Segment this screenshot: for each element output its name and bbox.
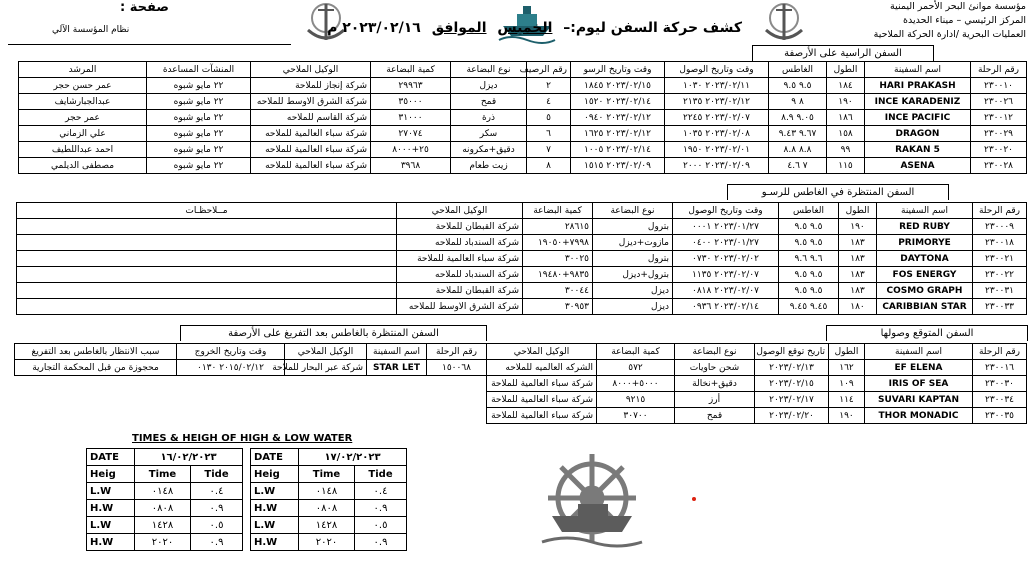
cell: ٢٣٠٠٢٢ — [973, 267, 1027, 283]
cell: ٧ — [527, 142, 571, 158]
cell: ٣٠٠٢٥ — [523, 251, 593, 267]
cell: ٢٠٢٣/٠٢/٠٨ ١٠٣٥ — [665, 126, 769, 142]
cell: ٧ ٤.٦ — [769, 158, 827, 174]
system-label: نظام المؤسسة الآلي — [52, 25, 130, 35]
cell: ٢٠٢٣/٠٢/١٤ ٠٩٣٦ — [673, 299, 779, 315]
col-arrival: وقت وتاريخ الوصول — [673, 203, 779, 219]
cell: شركة سباء العالمية للملاحة — [487, 408, 597, 424]
page-label: صفحة : — [120, 0, 169, 15]
cell: دقيق+نخالة — [675, 376, 755, 392]
col-tide: Tide — [191, 466, 243, 483]
table-row — [19, 110, 1027, 126]
table-row — [251, 500, 407, 517]
table-row — [87, 500, 243, 517]
cell-notes — [17, 267, 397, 283]
cell: ٢٣٠٠٣٥ — [973, 408, 1027, 424]
cell: شركة عبر البحار للملاحة — [285, 360, 367, 376]
col-agent: الوكيل الملاحي — [285, 344, 367, 360]
table-row — [19, 126, 1027, 142]
title-day: الخميس — [497, 20, 553, 36]
cell-notes — [17, 251, 397, 267]
cell: ٢٠٢٣/٠٢/١٥ — [755, 376, 829, 392]
col-ship: اسم السفينة — [877, 203, 973, 219]
cell: ١٨٣ — [839, 251, 877, 267]
cell: ٠٨٠٨ — [135, 500, 191, 517]
cell: ٢٣٠٠٢١ — [973, 251, 1027, 267]
expected-table — [486, 343, 1027, 424]
cell: ديزل — [593, 299, 673, 315]
col-cargo-qty: كمية البضاعة — [597, 344, 675, 360]
cell: ٠.٤ — [191, 483, 243, 500]
cell: ٢٣٠٠٢٨ — [971, 158, 1027, 174]
col-agent: الوكيل الملاحي — [397, 203, 523, 219]
col-trip: رقم الرحلة — [973, 344, 1027, 360]
col-arrival: وقت وتاريخ الوصول — [665, 62, 769, 78]
col-agent: الوكيل الملاحي — [487, 344, 597, 360]
cell: ٥٠٠٠+٨٠٠٠ — [597, 376, 675, 392]
col-heig: Heig — [251, 466, 299, 483]
cell: ٠.٩ — [355, 500, 407, 517]
table-row — [17, 235, 1027, 251]
col-tide: Tide — [355, 466, 407, 483]
col-eta: تاريخ توقع الوصول — [755, 344, 829, 360]
cell: شركة الشرق الاوسط للملاحه — [251, 94, 371, 110]
cell-ship: DRAGON — [865, 126, 971, 142]
waiting-table — [16, 202, 1027, 315]
cell: L.W — [251, 517, 299, 534]
cell-ship: RAKAN 5 — [865, 142, 971, 158]
ship-wheel-watermark-icon — [522, 446, 662, 556]
cell: ٢٠٢٣/٠٢/١٤ ١٠٠٥ — [571, 142, 665, 158]
cell-notes — [17, 299, 397, 315]
date-value: ١٧/٠٢/٢٠٢٣ — [299, 449, 407, 466]
cell-ship: HARI PRAKASH — [865, 78, 971, 94]
cell: ٢٠٢٠ — [299, 534, 355, 551]
cell: ٢٠٢٣/٠٢/٠٧ ٠٨١٨ — [673, 283, 779, 299]
col-draft: الغاطس — [779, 203, 839, 219]
cell: ١٨٤ — [827, 78, 865, 94]
cell: ٢٠٢٣/٠٢/١٥ ١٨٤٥ — [571, 78, 665, 94]
cell-ship: CARIBBIAN STAR — [877, 299, 973, 315]
cell: ٠.٩ — [355, 534, 407, 551]
table-row — [251, 517, 407, 534]
cell: ١٦٢ — [829, 360, 865, 376]
col-trip: رقم الرحلة — [427, 344, 487, 360]
cell: ٢٣٠٠١٦ — [973, 360, 1027, 376]
cell: شركة القاسم للملاحه — [251, 110, 371, 126]
cell: ١١٤ — [829, 392, 865, 408]
cell: الشركه العالميه للملاحه — [487, 360, 597, 376]
cell: ٦ — [527, 126, 571, 142]
cell: ٣٠٩٥٣ — [523, 299, 593, 315]
cell: ١٨٣ — [839, 267, 877, 283]
table-header-row — [19, 62, 1027, 78]
table-row — [487, 376, 1027, 392]
tide-header-row — [251, 466, 407, 483]
cell: ٢٠٢٣/٠٢/١٧ — [755, 392, 829, 408]
cell: ٠.٤ — [355, 483, 407, 500]
date-label: DATE — [87, 449, 135, 466]
col-ship: اسم السفينة — [865, 344, 973, 360]
cell: H.W — [251, 500, 299, 517]
date-label: DATE — [251, 449, 299, 466]
cell: ٢٠٢٣/٠٢/٠٢ ٠٧٣٠ — [673, 251, 779, 267]
col-reason: سبب الانتظار بالغاطس بعد التفريغ — [15, 344, 177, 360]
cell: ٢٢ مايو شبوه — [147, 142, 251, 158]
anchor-logo-icon-right — [752, 0, 816, 44]
cell: شركة القبطان للملاحة — [397, 219, 523, 235]
org-line-2: المركز الرئيسي – ميناء الحديدة — [903, 15, 1026, 26]
cell: ٢٣٠٠٢٠ — [971, 142, 1027, 158]
col-ship: اسم السفينة — [367, 344, 427, 360]
cell: ١٨٠ — [839, 299, 877, 315]
cell: ٢٠٢٣/٠٢/١١ ١٠٣٠ — [665, 78, 769, 94]
cell: ٢٠٢٣/٠٢/٢٠ — [755, 408, 829, 424]
cell-ship: INCE KARADENIZ — [865, 94, 971, 110]
col-trip: رقم الرحلة — [971, 62, 1027, 78]
cell: ٤ — [527, 94, 571, 110]
cell-notes — [17, 283, 397, 299]
cell: ٢٠٢٣/٠١/٢٧ ٠٤٠٠ — [673, 235, 779, 251]
cell: ١٥٨ — [827, 126, 865, 142]
cell-ship: THOR MONADIC — [865, 408, 973, 424]
anchorage-after-table — [14, 343, 487, 376]
cell: ١٩٠ — [827, 94, 865, 110]
cell: شركة سباء العالمية للملاحه — [251, 158, 371, 174]
cell: شركة سباء العالمية للملاحة — [487, 376, 597, 392]
cell: ٢٣٠٠٣١ — [973, 283, 1027, 299]
cell: ٢٣٠٠٣٠ — [973, 376, 1027, 392]
cell: ٢٧٠٧٤ — [371, 126, 451, 142]
expected-section-title: السفن المتوقع وصولها — [826, 325, 1028, 341]
cell: ٩٢١٥ — [597, 392, 675, 408]
cell: ٩.٤٥ ٩.٤٥ — [779, 299, 839, 315]
cell: محجوزة من قبل المحكمة التجارية — [15, 360, 177, 376]
cell: شركة القبطان للملاحة — [397, 283, 523, 299]
col-agent: الوكيل الملاحي — [251, 62, 371, 78]
report-title — [327, 20, 742, 36]
cell: عبدالجبارشايف — [19, 94, 147, 110]
cell: ١٠٩ — [829, 376, 865, 392]
cell: ٩.٥ ٩.٥ — [779, 219, 839, 235]
cell: ٠١٤٨ — [135, 483, 191, 500]
table-row — [19, 94, 1027, 110]
cell: ١٨٣ — [839, 283, 877, 299]
cell: ٩٨٣٥+١٩٤٨٠ — [523, 267, 593, 283]
cell: ٩.٥ ٩.٥ — [779, 267, 839, 283]
cell: L.W — [87, 517, 135, 534]
waiting-section-title: السفن المنتظرة في الغاطس للرسـو — [727, 184, 949, 200]
cell: H.W — [87, 534, 135, 551]
table-row — [17, 267, 1027, 283]
table-row — [87, 483, 243, 500]
table-row — [19, 142, 1027, 158]
cell: ٧٩٩٨+١٩٠٥٠ — [523, 235, 593, 251]
cell: دقيق+مكرونه — [451, 142, 527, 158]
col-berth-no: رقم الرصيف — [527, 62, 571, 78]
org-line-1: مؤسسة موانئ البحر الأحمر اليمنية — [890, 1, 1026, 12]
cell: ١٩٠ — [829, 408, 865, 424]
cell: احمد عبداللطيف — [19, 142, 147, 158]
cell: شركة سباء العالمية للملاحة — [487, 392, 597, 408]
cell: ديزل — [451, 78, 527, 94]
col-length: الطول — [829, 344, 865, 360]
cell: ٢٨٦١٥ — [523, 219, 593, 235]
col-length: الطول — [827, 62, 865, 78]
table-row — [487, 392, 1027, 408]
cell: ١٤٢٨ — [135, 517, 191, 534]
cell: ٢٣٠٠٣٣ — [973, 299, 1027, 315]
col-heig: Heig — [87, 466, 135, 483]
cell: ٢٢ مايو شبوه — [147, 126, 251, 142]
cell: شركة إنجاز للملاحة — [251, 78, 371, 94]
org-line-3: العمليات البحرية /ادارة الحركة الملاحية — [873, 29, 1026, 40]
col-pilot: المرشد — [19, 62, 147, 78]
cell: ٢٢ مايو شبوه — [147, 94, 251, 110]
cell: علي الزماني — [19, 126, 147, 142]
cell-ship: IRIS OF SEA — [865, 376, 973, 392]
cell: ١٥٠٠٦٨ — [427, 360, 487, 376]
cell: ٢٥+٨٠٠٠ — [371, 142, 451, 158]
cell: ٩.٥ ٩.٥ — [779, 235, 839, 251]
cell-ship: STAR LET — [367, 360, 427, 376]
col-cargo-type: نوع البضاعة — [451, 62, 527, 78]
table-row — [17, 251, 1027, 267]
cell: ٩.٥ ٩.٥ — [779, 283, 839, 299]
cell: ذرة — [451, 110, 527, 126]
cell: ٠١٤٨ — [299, 483, 355, 500]
table-row — [17, 219, 1027, 235]
cell: زيت طعام — [451, 158, 527, 174]
cell: شركة السندباد للملاحه — [397, 235, 523, 251]
cell: سكر — [451, 126, 527, 142]
cell: ٢٠٢٣/٠٢/٠٩ ١٥١٥ — [571, 158, 665, 174]
tide-date-row — [251, 449, 407, 466]
cell: ٢٠٢٣/٠٢/٠٧ ٢٢٤٥ — [665, 110, 769, 126]
cell: ١٤٢٨ — [299, 517, 355, 534]
cell: ٢٣٠٠١٨ — [973, 235, 1027, 251]
table-row — [87, 517, 243, 534]
cell: ٢٠٢٠ — [135, 534, 191, 551]
table-row — [17, 283, 1027, 299]
cell-notes — [17, 219, 397, 235]
cell: ديزل — [593, 283, 673, 299]
cell: ٢٠٢٣/٠٢/١٤ ١٥٢٠ — [571, 94, 665, 110]
col-time: Time — [135, 466, 191, 483]
title-prefix: كشف حركة السفن ليوم:– — [563, 20, 742, 36]
cell: بترول — [593, 251, 673, 267]
cell: L.W — [251, 483, 299, 500]
cell: ٣١٠٠٠ — [371, 110, 451, 126]
table-header-row — [17, 203, 1027, 219]
tide-title: TIMES & HEIGH OF HIGH & LOW WATER — [132, 433, 353, 444]
cell: ١٩٠ — [839, 219, 877, 235]
tide-table-2 — [250, 448, 407, 551]
cell: ١٨٣ — [839, 235, 877, 251]
table-row — [251, 534, 407, 551]
cell: ٢٣٠٠٢٩ — [971, 126, 1027, 142]
org-header — [826, 0, 1026, 42]
cell: ٢٣٠٠١٠ — [971, 78, 1027, 94]
cell: قمح — [451, 94, 527, 110]
cell: ٢٠٢٣/٠٢/٠١ ١٩٥٠ — [665, 142, 769, 158]
table-row — [15, 360, 487, 376]
cell: ٢٠٢٣/٠٢/١٣ — [755, 360, 829, 376]
cell-ship: ASENA — [865, 158, 971, 174]
cell: ٩.٦٧ ٩.٤٣ — [769, 126, 827, 142]
cell: ٨.٨ ٨.٨ — [769, 142, 827, 158]
cell: H.W — [87, 500, 135, 517]
cell: شركة سباء العالمية للملاحه — [251, 126, 371, 142]
berthed-section-title: السفن الراسية على الأرصفة — [752, 45, 934, 61]
col-facilities: المنشآت المساعدة — [147, 62, 251, 78]
cell: ٢٠٢٣/٠٢/١٢ ٢١٣٥ — [665, 94, 769, 110]
cell: شركة السندباد للملاحه — [397, 267, 523, 283]
table-header-row — [15, 344, 487, 360]
col-cargo-qty: كمية البضاعة — [371, 62, 451, 78]
cell-notes — [17, 235, 397, 251]
cell: ٨ — [527, 158, 571, 174]
cell: ٢٠٢٣/٠٢/١٢ ١٦٢٥ — [571, 126, 665, 142]
title-matching: الموافق — [431, 20, 487, 36]
cell: بترول+ديزل — [593, 267, 673, 283]
cell: ٢٣٠٠٢٦ — [971, 94, 1027, 110]
table-row — [19, 158, 1027, 174]
cell: ٠.٩ — [191, 500, 243, 517]
col-notes: مــلاحظـات — [17, 203, 397, 219]
cell: ٢٠١٥/٠٢/١٢ ٠١٣٠ — [177, 360, 285, 376]
col-cargo-type: نوع البضاعة — [593, 203, 673, 219]
cell: ٣٠٠٤٤ — [523, 283, 593, 299]
table-row — [487, 360, 1027, 376]
cell: ٢٢ مايو شبوه — [147, 110, 251, 126]
cell: H.W — [251, 534, 299, 551]
cell: ٠.٩ — [191, 534, 243, 551]
anchorage-after-section-title: السفن المنتظرة بالغاطس بعد التفريغ على الأرصفة — [180, 325, 487, 341]
cell: ٠٨٠٨ — [299, 500, 355, 517]
tide-header-row — [87, 466, 243, 483]
col-berthing: وقت وتاريخ الرسو — [571, 62, 665, 78]
red-dot-mark — [692, 497, 696, 501]
berthed-table — [18, 61, 1027, 174]
cell: ١٨٦ — [827, 110, 865, 126]
col-trip: رقم الرحلة — [973, 203, 1027, 219]
col-cargo-type: نوع البضاعة — [675, 344, 755, 360]
cell: شحن حاويات — [675, 360, 755, 376]
cell-ship: PRIMORYE — [877, 235, 973, 251]
cell: ٢٣٠٠٣٤ — [973, 392, 1027, 408]
cell: ٠.٥ — [191, 517, 243, 534]
title-date: ٢٠٢٣/٠٢/١٦ م — [327, 20, 421, 36]
cell-ship: INCE PACIFIC — [865, 110, 971, 126]
cell: بترول — [593, 219, 673, 235]
cell-ship: FOS ENERGY — [877, 267, 973, 283]
table-row — [251, 483, 407, 500]
col-departure: وقت وتاريخ الخروج — [177, 344, 285, 360]
cell-ship: EF ELENA — [865, 360, 973, 376]
cell: قمح — [675, 408, 755, 424]
cell: ٢٢ مايو شبوه — [147, 78, 251, 94]
tide-date-row — [87, 449, 243, 466]
cell: ٢٣٠٠٠٩ — [973, 219, 1027, 235]
cell: ١١٥ — [827, 158, 865, 174]
cell: ٢٣٠٠١٢ — [971, 110, 1027, 126]
cell: L.W — [87, 483, 135, 500]
col-ship: اسم السفينة — [865, 62, 971, 78]
cell: عمر حسن حجر — [19, 78, 147, 94]
cell: ٩٩ — [827, 142, 865, 158]
header-divider — [8, 44, 291, 45]
cell: ٨ ٩ — [769, 94, 827, 110]
table-row — [17, 299, 1027, 315]
cell: ٣٥٠٠٠ — [371, 94, 451, 110]
cell: ٣٩٦٨ — [371, 158, 451, 174]
cell: ٢٩٩٦٣ — [371, 78, 451, 94]
cell: مصطفى الديلمي — [19, 158, 147, 174]
cell-ship: DAYTONA — [877, 251, 973, 267]
cell: ٥ — [527, 110, 571, 126]
col-length: الطول — [839, 203, 877, 219]
cell: شركة سباء العالمية للملاحه — [251, 142, 371, 158]
cell: ٣٠٧٠٠ — [597, 408, 675, 424]
cell: ٥٧٢ — [597, 360, 675, 376]
col-cargo-qty: كمية البضاعة — [523, 203, 593, 219]
cell: ٢٠٢٣/٠١/٢٧ ٠٠٠١ — [673, 219, 779, 235]
cell: ٢٠٢٣/٠٢/١٢ ٠٩٤٠ — [571, 110, 665, 126]
cell: ٩.٠٥ ٨.٩ — [769, 110, 827, 126]
date-value: ١٦/٠٢/٢٠٢٣ — [135, 449, 243, 466]
table-row — [19, 78, 1027, 94]
table-row — [487, 408, 1027, 424]
cell-ship: COSMO GRAPH — [877, 283, 973, 299]
cell: ٢ — [527, 78, 571, 94]
cell: ٢٢ مايو شبوه — [147, 158, 251, 174]
cell: ٢٠٢٣/٠٢/٠٧ ١١٣٥ — [673, 267, 779, 283]
cell: أرز — [675, 392, 755, 408]
col-time: Time — [299, 466, 355, 483]
cell: عمر حجر — [19, 110, 147, 126]
tide-table-1 — [86, 448, 243, 551]
cell: ٩.٦ ٩.٦ — [779, 251, 839, 267]
cell-ship: SUVARI KAPTAN — [865, 392, 973, 408]
col-draft: الغاطس — [769, 62, 827, 78]
table-row — [87, 534, 243, 551]
cell: ٢٠٢٣/٠٢/٠٩ ٢٠٠٠ — [665, 158, 769, 174]
cell: شركة سباء العالمية للملاحة — [397, 251, 523, 267]
cell: شركة الشرق الاوسط للملاحه — [397, 299, 523, 315]
cell-ship: RED RUBY — [877, 219, 973, 235]
cell: ٠.٥ — [355, 517, 407, 534]
table-header-row — [487, 344, 1027, 360]
cell: ٩.٥ ٩.٥ — [769, 78, 827, 94]
cell: مازوت+ديزل — [593, 235, 673, 251]
